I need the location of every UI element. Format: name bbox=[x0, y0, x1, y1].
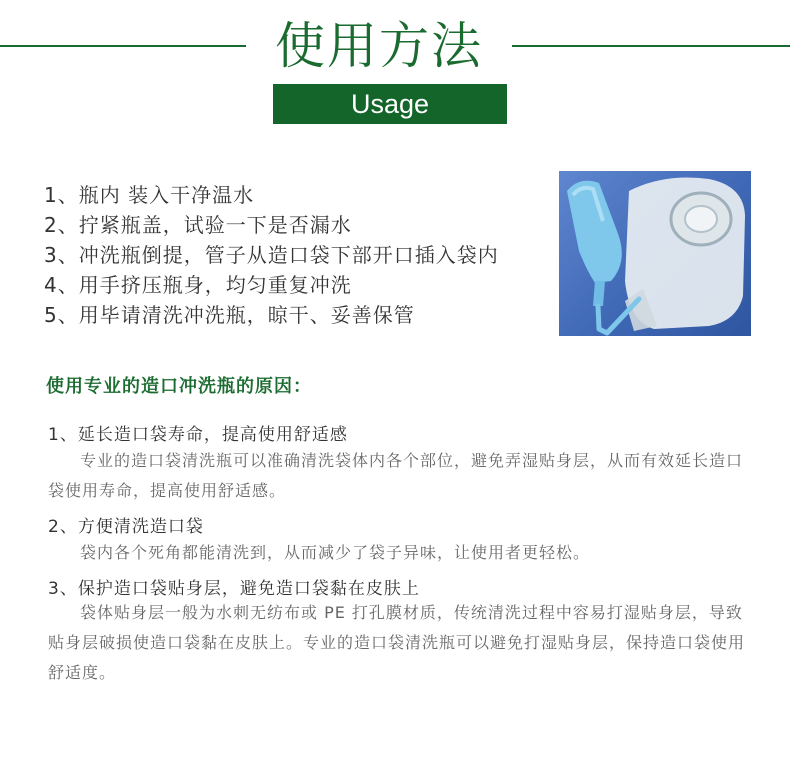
step-item: 4、用手挤压瓶身，均匀重复冲洗 bbox=[44, 273, 352, 297]
product-photo bbox=[559, 171, 751, 336]
reason-heading: 3、保护造口袋贴身层，避免造口袋黏在皮肤上 bbox=[48, 579, 420, 599]
bag-opening-shape bbox=[685, 206, 717, 232]
usage-steps-list bbox=[44, 180, 499, 330]
step-item: 5、用毕请清洗冲洗瓶，晾干、妥善保管 bbox=[44, 303, 415, 327]
reasons-title: 使用专业的造口冲洗瓶的原因： bbox=[46, 376, 312, 397]
step-item: 3、冲洗瓶倒提，管子从造口袋下部开口插入袋内 bbox=[44, 243, 499, 267]
header-rule-right bbox=[512, 45, 790, 47]
usage-label: Usage bbox=[273, 84, 507, 124]
reason-body: 专业的造口袋清洗瓶可以准确清洗袋体内各个部位，避免弄湿贴身层，从而有效延长造口袋使用寿命，提高使用舒适感。 bbox=[48, 451, 744, 500]
reason-heading: 1、延长造口袋寿命，提高使用舒适感 bbox=[48, 425, 348, 445]
bottle-neck-shape bbox=[593, 281, 605, 306]
step-item: 2、拧紧瓶盖，试验一下是否漏水 bbox=[44, 213, 352, 237]
reason-body: 袋内各个死角都能清洗到，从而减少了袋子异味，让使用者更轻松。 bbox=[80, 543, 591, 562]
header-rule-left bbox=[0, 45, 246, 47]
step-item: 1、瓶内 装入干净温水 bbox=[44, 183, 255, 207]
irrigation-bottle-illustration bbox=[559, 171, 751, 336]
reason-heading: 2、方便清洗造口袋 bbox=[48, 517, 204, 537]
page-title: 使用方法 bbox=[275, 17, 483, 75]
reason-body: 袋体贴身层一般为水刺无纺布或 PE 打孔膜材质，传统清洗过程中容易打湿贴身层，导致贴身层破损使造口袋黏在皮肤上。专业的造口袋清洗瓶可以避免打湿贴身层，保持造口袋使用舒适度。 bbox=[48, 603, 746, 682]
